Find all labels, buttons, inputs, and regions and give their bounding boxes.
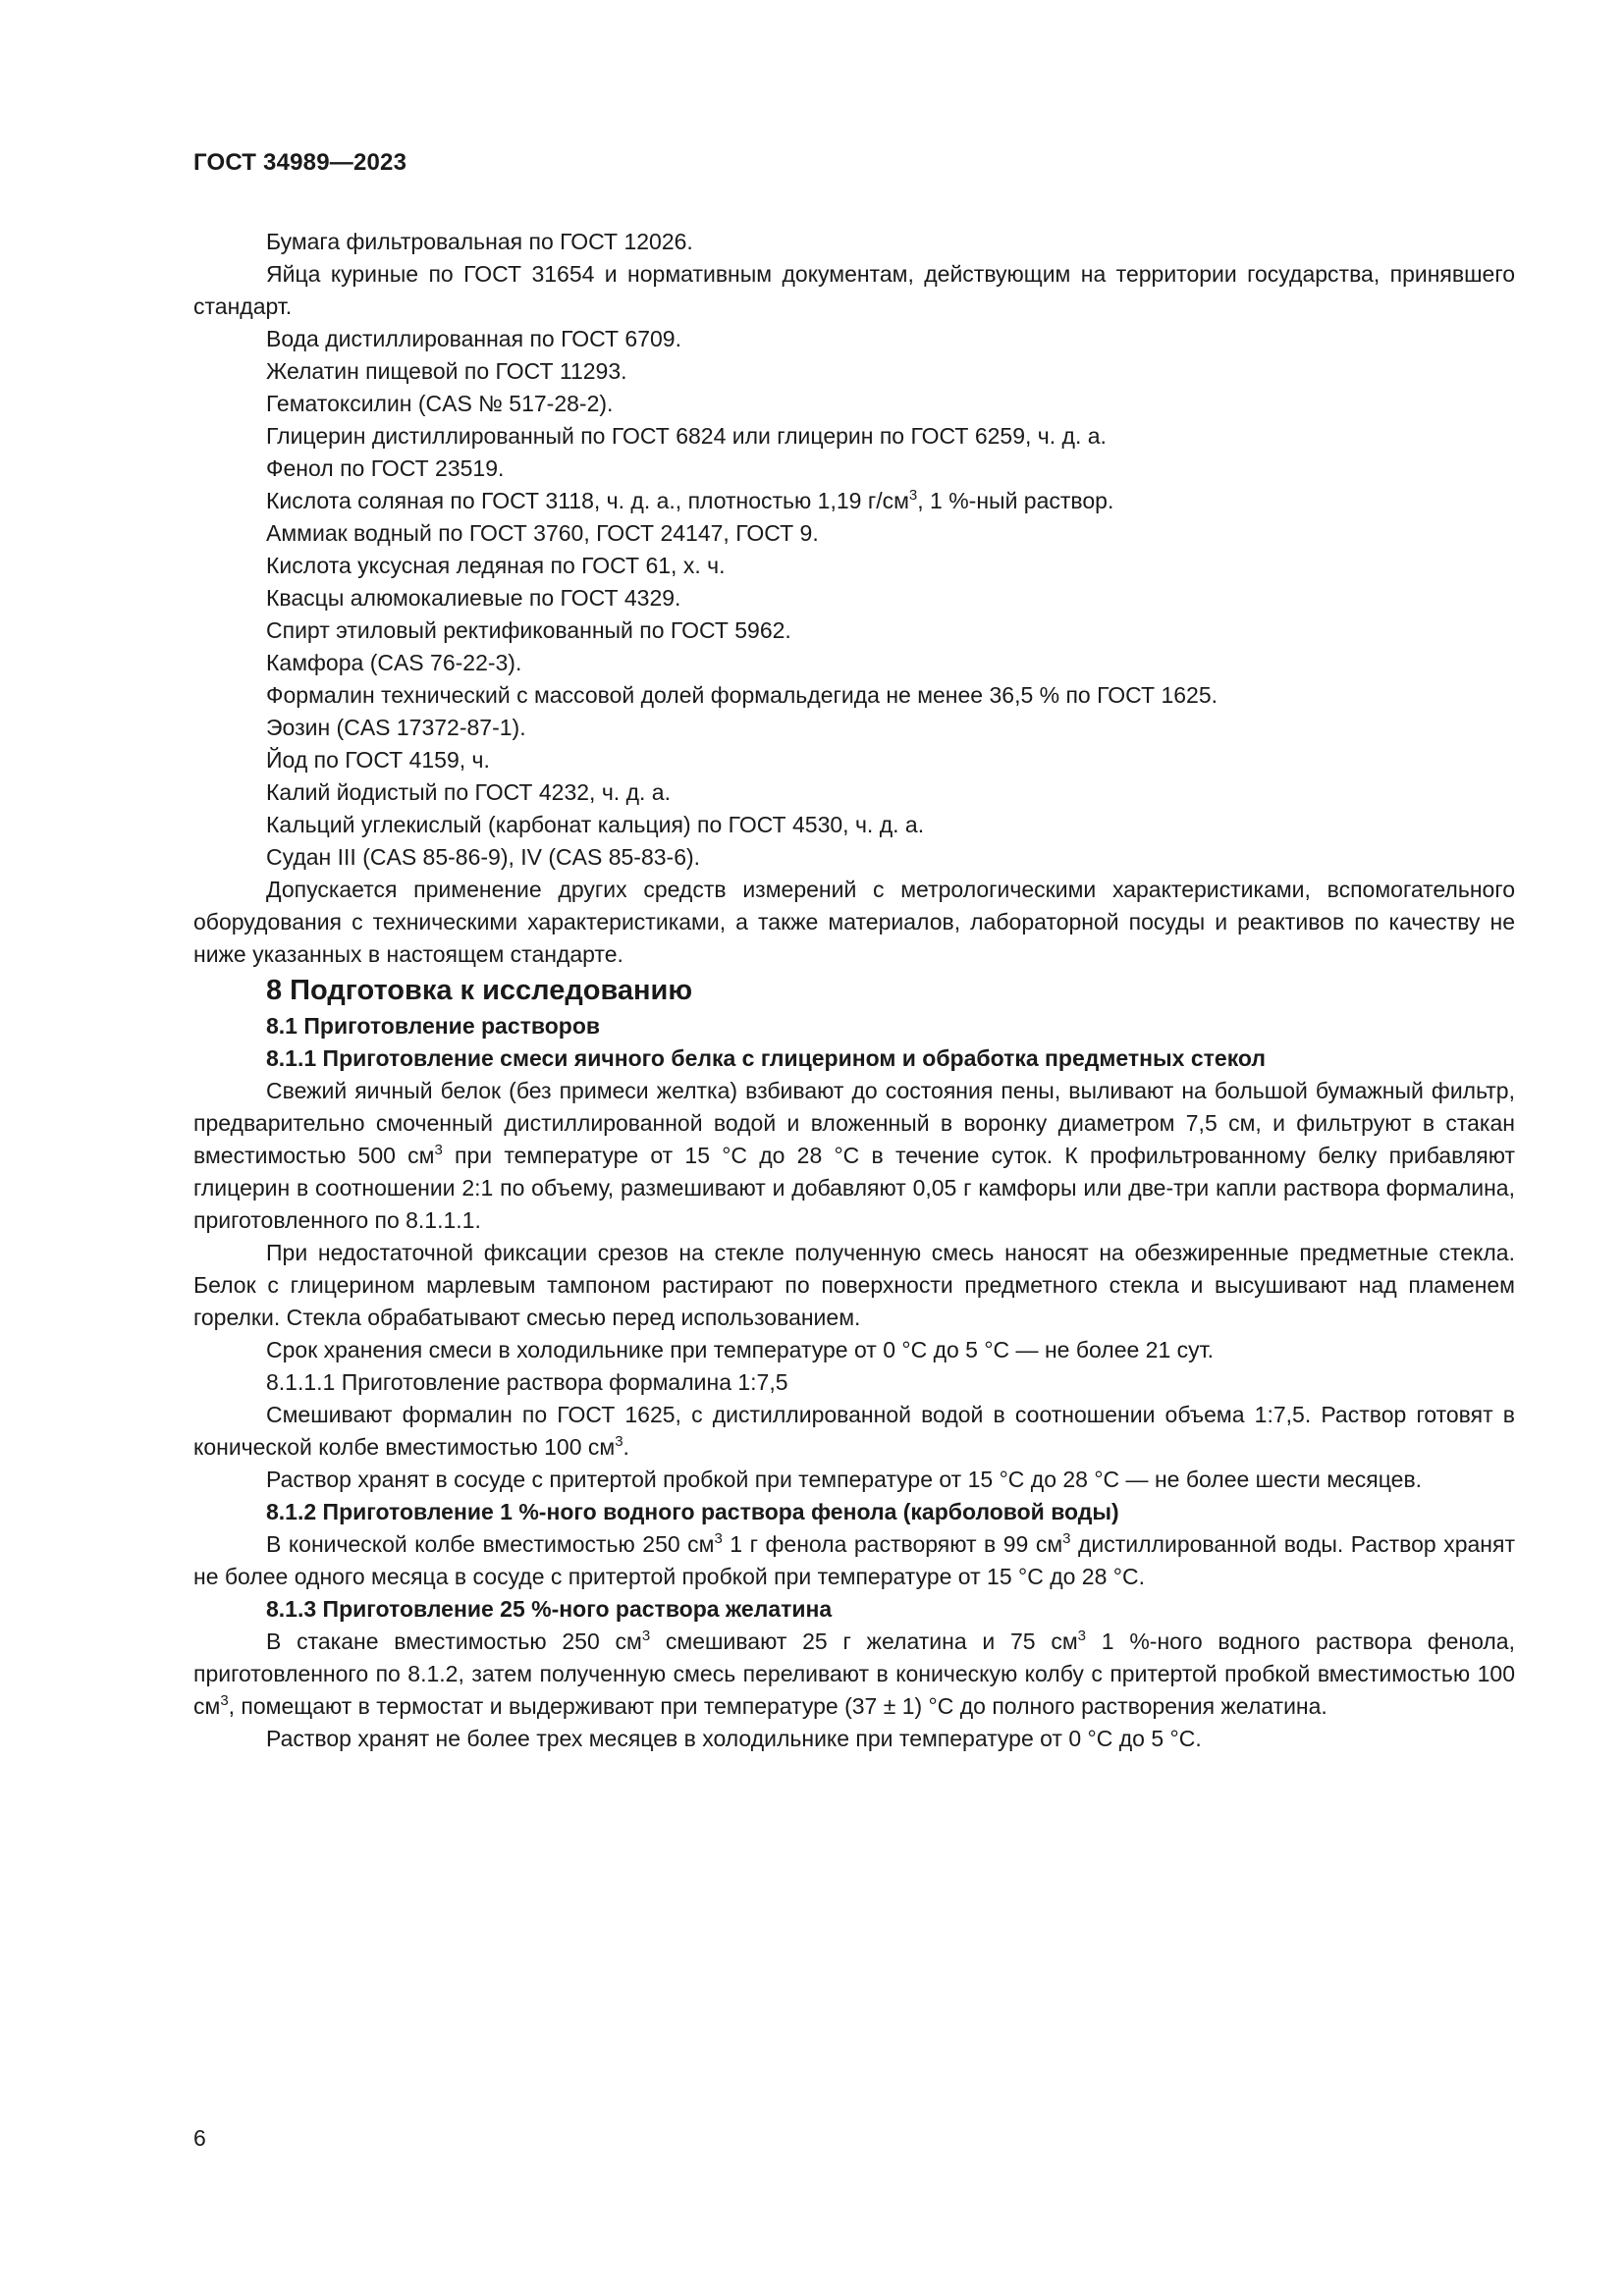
- material-line: Яйца куриные по ГОСТ 31654 и нормативным документам, действующим на территории государства, принявшего стандарт.: [193, 261, 1515, 319]
- section-8-heading: 8 Подготовка к исследованию: [266, 975, 693, 1006]
- paragraph: При недостаточной фиксации срезов на стекле полученную смесь наносят на обезжиренные предметные стекла. Белок с глицерином марлевым тампоном растирают по поверхности предметного стекла и высушивают над пламенем горелки. Стекла обрабатывают смесью перед использованием.: [193, 1240, 1515, 1330]
- paragraph: Раствор хранят в сосуде с притертой пробкой при температуре от 15 °С до 28 °С — не более шести месяцев.: [266, 1467, 1423, 1492]
- subsection-8-1-3-heading: 8.1.3 Приготовление 25 %-ного раствора желатина: [266, 1596, 833, 1622]
- material-line: Бумага фильтровальная по ГОСТ 12026.: [266, 229, 693, 254]
- document-header: ГОСТ 34989—2023: [193, 149, 407, 176]
- material-line: Калий йодистый по ГОСТ 4232, ч. д. а.: [266, 779, 671, 805]
- allowed-note: Допускается применение других средств измерений с метрологическими характеристиками, вспомогательного оборудования с техническими характеристиками, а также материалов, лабораторной посуды и реактивов по качеству не ниже указанных в настоящем стандарте.: [193, 877, 1515, 967]
- page-content: [193, 226, 1515, 1755]
- material-line: Формалин технический с массовой долей формальдегида не менее 36,5 % по ГОСТ 1625.: [266, 682, 1218, 708]
- material-line: Кальций углекислый (карбонат кальция) по ГОСТ 4530, ч. д. а.: [266, 812, 925, 837]
- material-line: Йод по ГОСТ 4159, ч.: [266, 747, 490, 773]
- material-line: Камфора (CAS 76-22-3).: [266, 650, 522, 675]
- page-number: 6: [193, 2125, 206, 2151]
- material-line: Вода дистиллированная по ГОСТ 6709.: [266, 326, 681, 351]
- paragraph: В конической колбе вместимостью 250 $см^3$ 1 г фенола растворяют в 99 $см^3$ дистиллированной воды. Раствор хранят не более одного месяца в сосуде с притертой пробкой при температуре от 15 °С до 28 °С.: [193, 1530, 1515, 1589]
- paragraph: Срок хранения смеси в холодильнике при температуре от 0 °С до 5 °С — не более 21 сут.: [266, 1337, 1215, 1362]
- material-line-hcl: Кислота соляная по ГОСТ 3118, ч. д. а., плотностью 1,19 $г/см^3$, 1 %-ный раствор.: [266, 487, 1114, 513]
- material-line: Кислота уксусная ледяная по ГОСТ 61, х. ч.: [266, 553, 726, 578]
- paragraph: Раствор хранят не более трех месяцев в холодильнике при температуре от 0 °С до 5 °С.: [266, 1726, 1202, 1751]
- material-line: Глицерин дистиллированный по ГОСТ 6824 или глицерин по ГОСТ 6259, ч. д. а.: [266, 423, 1107, 449]
- subsection-8-1-1-heading: 8.1.1 Приготовление смеси яичного белка с глицерином и обработка предметных стекол: [266, 1045, 1266, 1071]
- subsection-8-1-1-1-heading: 8.1.1.1 Приготовление раствора формалина 1:7,5: [266, 1369, 788, 1395]
- material-line: Желатин пищевой по ГОСТ 11293.: [266, 358, 627, 384]
- material-line: Спирт этиловый ректификованный по ГОСТ 5962.: [266, 617, 791, 643]
- subsection-8-1-heading: 8.1 Приготовление растворов: [266, 1013, 601, 1039]
- material-line: Эозин (CAS 17372-87-1).: [266, 715, 526, 740]
- material-line: Гематоксилин (CAS № 517-28-2).: [266, 391, 614, 416]
- material-line: Квасцы алюмокалиевые по ГОСТ 4329.: [266, 585, 681, 611]
- paragraph: В стакане вместимостью 250 $см^3$ смешивают 25 г желатина и 75 $см^3$ 1 %-ного водного раствора фенола, приготовленного по 8.1.2, затем полученную смесь переливают в коническую колбу с притертой пробкой вместимостью 100 $см^3$, помещают в термостат и выдерживают при температуре (37 ± 1) °С до полного растворения желатина.: [193, 1628, 1515, 1719]
- subsection-8-1-2-heading: 8.1.2 Приготовление 1 %-ного водного раствора фенола (карболовой воды): [266, 1499, 1119, 1524]
- paragraph: Свежий яичный белок (без примеси желтка) взбивают до состояния пены, выливают на большой бумажный фильтр, предварительно смоченный дистиллированной водой и вложенный в воронку диаметром 7,5 см, и фильтруют в стакан вместимостью 500 $см^3$ при температуре от 15 °С до 28 °С в течение суток. К профильтрованному белку прибавляют глицерин в соотношении 2:1 по объему, размешивают и добавляют 0,05 г камфоры или две-три капли раствора формалина, приготовленного по 8.1.1.1.: [193, 1078, 1515, 1233]
- material-line: Аммиак водный по ГОСТ 3760, ГОСТ 24147, ГОСТ 9.: [266, 520, 819, 546]
- material-line: Фенол по ГОСТ 23519.: [266, 455, 505, 481]
- material-line: Судан III (CAS 85-86-9), IV (CAS 85-83-6).: [266, 844, 701, 870]
- paragraph: Смешивают формалин по ГОСТ 1625, с дистиллированной водой в соотношении объема 1:7,5. Раствор готовят в конической колбе вместимостью 100 $см^3$.: [193, 1402, 1515, 1460]
